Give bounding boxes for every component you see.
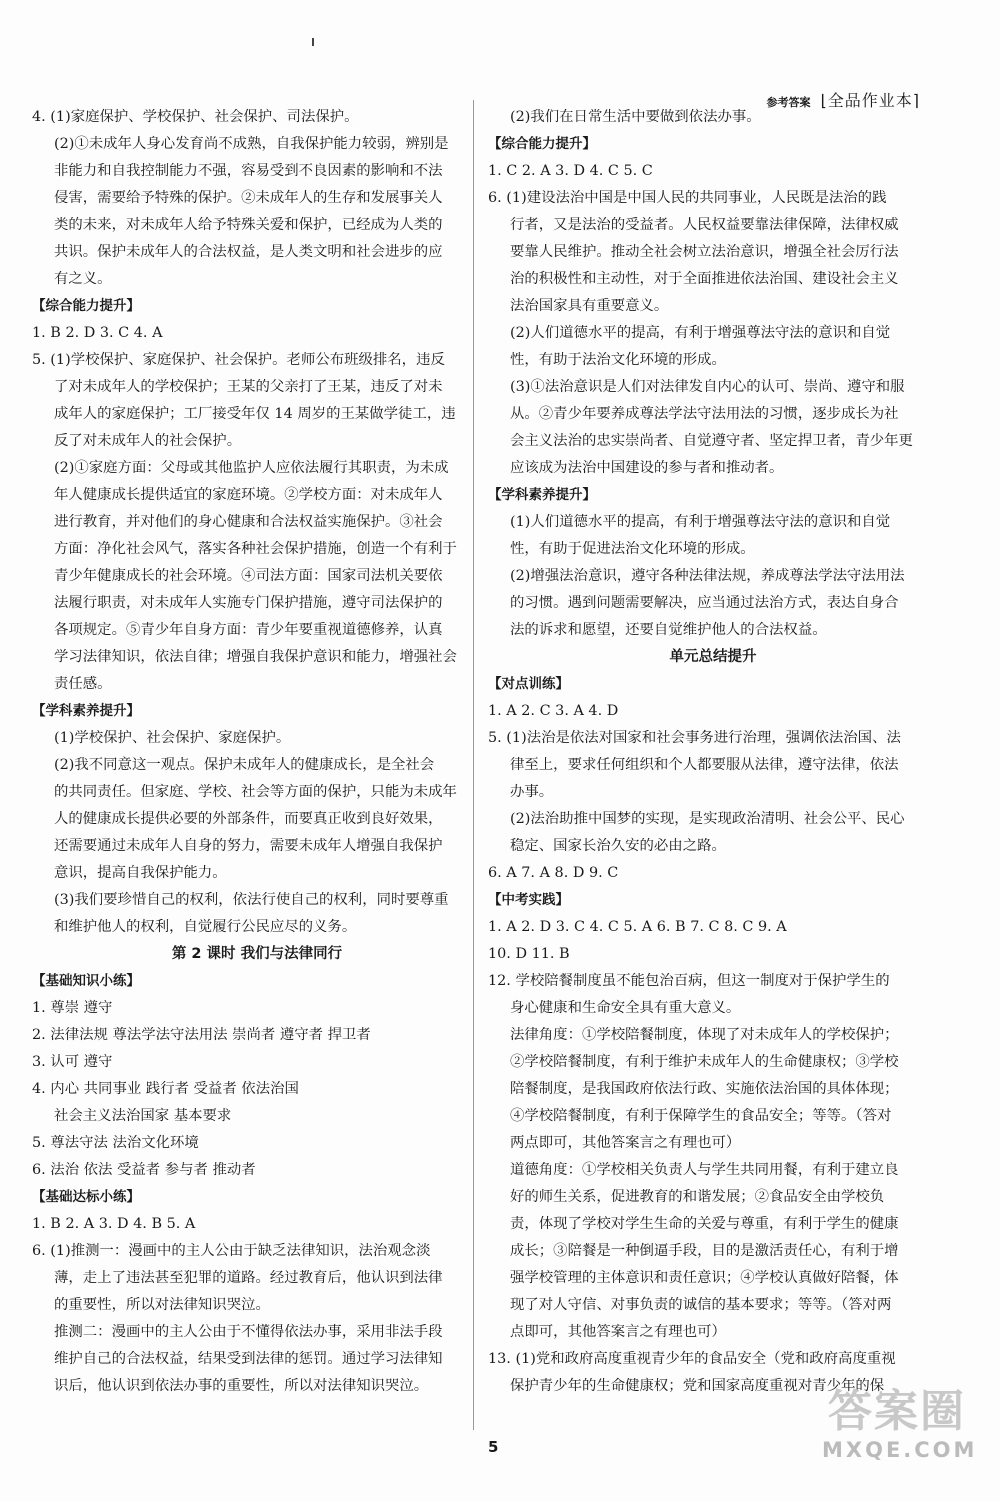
answer-line: 两点即可，其他答案言之有理也可） [510, 1135, 741, 1151]
right-column [488, 104, 938, 1400]
answer-line: 稳定、国家长治久安的必由之路。 [510, 838, 726, 854]
answer-line: 进行教育，并对他们的身心健康和合法权益实施保护。③社会 [54, 514, 443, 530]
answer-line: 成长；③陪餐是一种倒逼手段，目的是激活责任心，有利于增 [510, 1243, 899, 1259]
section-heading: 【中考实践】 [488, 892, 569, 908]
answer-line: 要靠人民维护。推动全社会树立法治意识，增强全社会厉行法 [510, 244, 899, 260]
answer-line: 强学校管理的主体意识和责任意识；④学校认真做好陪餐，体 [510, 1270, 899, 1286]
answer-line: 治的积极性和主动性，对于全面推进依法治国、建设社会主义 [510, 271, 899, 287]
answer-line: 各项规定。⑤青少年自身方面：青少年要重视道德修养，认真 [54, 622, 443, 638]
answer-line: (2)①家庭方面：父母或其他监护人应依法履行其职责，为未成 [54, 460, 449, 476]
answer-line: 和维护他人的权利，自觉履行公民应尽的义务。 [54, 919, 357, 935]
answer-line: 识后，他认识到依法办事的重要性，所以对法律知识哭泣。 [54, 1378, 429, 1394]
section-heading: 【基础达标小练】 [32, 1189, 140, 1205]
section-heading: 【基础知识小练】 [32, 973, 140, 989]
answer-line: 人的健康成长提供必要的外部条件，而要真正收到良好效果， [54, 811, 443, 827]
answer-line: 法律角度：①学校陪餐制度，体现了对未成年人的学校保护； [510, 1027, 899, 1043]
answer-line: 6. (1)建设法治中国是中国人民的共同事业，人民既是法治的践 [488, 190, 887, 206]
answer-line: (3)我们要珍惜自己的权利，依法行使自己的权利，同时要尊重 [54, 892, 449, 908]
section-heading: 【学科素养提升】 [488, 487, 596, 503]
answer-line: 2. 法律法规 尊法学法守法用法 崇尚者 遵守者 捍卫者 [32, 1027, 371, 1043]
answer-line: 学习法律知识，依法自律；增强自我保护意识和能力，增强社会 [54, 649, 457, 665]
answer-line: 1. B 2. A 3. D 4. B 5. A [32, 1216, 196, 1232]
answer-line: (1)人们道德水平的提高，有利于增强尊法守法的意识和自觉 [510, 514, 891, 530]
answer-line: (3)①法治意识是人们对法律发自内心的认可、崇尚、遵守和服 [510, 379, 905, 395]
answer-line: 办事。 [510, 784, 554, 800]
answer-line: 1. 尊崇 遵守 [32, 1000, 113, 1016]
answer-line: (2)人们道德水平的提高，有利于增强尊法守法的意识和自觉 [510, 325, 891, 341]
answer-line: 5. (1)法治是依法对国家和社会事务进行治理，强调依法治国、法 [488, 730, 901, 746]
page-number: 5 [488, 1438, 499, 1456]
column-divider [473, 100, 474, 1430]
section-heading: 【综合能力提升】 [488, 136, 596, 152]
answer-line: 12. 学校陪餐制度虽不能包治百病，但这一制度对于保护学生的 [488, 973, 890, 989]
answer-line: 非能力和自我控制能力不强，容易受到不良因素的影响和不法 [54, 163, 443, 179]
header-brand: ⌊全品作业本⌉ [820, 91, 920, 110]
answer-line: 还需要通过未成年人自身的努力，需要未成年人增强自我保护 [54, 838, 443, 854]
answer-line: 方面：净化社会风气，落实各种社会保护措施，创造一个有利于 [54, 541, 457, 557]
answer-line: 好的师生关系，促进教育的和谐发展；②食品安全由学校负 [510, 1189, 885, 1205]
answer-line: 1. B 2. D 3. C 4. A [32, 325, 163, 341]
answer-line: (2)我不同意这一观点。保护未成年人的健康成长，是全社会 [54, 757, 435, 773]
answer-line: 法的诉求和愿望，还要自觉维护他人的合法权益。 [510, 622, 827, 638]
answer-line: 1. C 2. A 3. D 4. C 5. C [488, 163, 653, 179]
answer-line: ②学校陪餐制度，有利于维护未成年人的生命健康权；③学校 [510, 1054, 899, 1070]
answer-line: 5. 尊法守法 法治文化环境 [32, 1135, 199, 1151]
answer-line: 陪餐制度，是我国政府依法行政、实施依法治国的具体体现； [510, 1081, 899, 1097]
answer-line: 有之义。 [54, 271, 112, 287]
left-column [32, 104, 482, 1400]
header-brand-text: 全品作业本 [827, 91, 913, 110]
lesson-title: 第 2 课时 我们与法律同行 [171, 946, 343, 962]
answer-line: 推测二：漫画中的主人公由于不懂得依法办事，采用非法手段 [54, 1324, 443, 1340]
answer-line: 6. (1)推测一：漫画中的主人公由于缺乏法律知识，法治观念淡 [32, 1243, 431, 1259]
answer-line: 责任感。 [54, 676, 112, 692]
answer-line: 6. 法治 依法 受益者 参与者 推动者 [32, 1162, 256, 1178]
answer-line: 维护自己的合法权益，结果受到法律的惩罚。通过学习法律知 [54, 1351, 443, 1367]
section-heading: 【综合能力提升】 [32, 298, 140, 314]
answer-line: 13. (1)党和政府高度重视青少年的食品安全（党和政府高度重视 [488, 1351, 896, 1367]
answer-line: 性，有助于促进法治文化环境的形成。 [510, 541, 755, 557]
answer-line: 责，体现了学校对学生生命的关爱与尊重，有利于学生的健康 [510, 1216, 899, 1232]
answer-line: 1. A 2. D 3. C 4. C 5. A 6. B 7. C 8. C 9. A [488, 919, 787, 935]
answer-line: 从。②青少年要养成尊法学法守法用法的习惯，逐步成长为社 [510, 406, 899, 422]
answer-line: 的重要性，所以对法律知识哭泣。 [54, 1297, 270, 1313]
header-answer-label: 参考答案 [766, 96, 811, 109]
answer-line: (2)①未成年人身心发育尚不成熟，自我保护能力较弱，辨别是 [54, 136, 449, 152]
answer-line: 意识，提高自我保护能力。 [54, 865, 227, 881]
lesson-title: 单元总结提升 [669, 649, 757, 665]
answer-line: 现了对人守信、对事负责的诚信的基本要求；等等。（答对两 [510, 1297, 892, 1313]
answer-line: 道德角度：①学校相关负责人与学生共同用餐，有利于建立良 [510, 1162, 899, 1178]
answer-line: (2)我们在日常生活中要做到依法办事。 [510, 109, 761, 125]
answer-line: 10. D 11. B [488, 946, 570, 962]
answer-line: 反了对未成年人的社会保护。 [54, 433, 242, 449]
answer-line: 3. 认可 遵守 [32, 1054, 113, 1070]
watermark-text: 答案圈 [828, 1386, 966, 1437]
answer-line: 会主义法治的忠实崇尚者、自觉遵守者、坚定捍卫者，青少年更 [510, 433, 913, 449]
watermark-url: MXQE.COM [822, 1438, 978, 1462]
answer-line: 侵害，需要给予特殊的保护。②未成年人的生存和发展事关人 [54, 190, 443, 206]
section-heading: 【对点训练】 [488, 676, 569, 692]
answer-line: 点即可，其他答案言之有理也可） [510, 1324, 726, 1340]
answer-line: 社会主义法治国家 基本要求 [54, 1108, 232, 1124]
answer-line: 成年人的家庭保护；工厂接受年仅 14 周岁的王某做学徒工，违 [54, 406, 456, 422]
scan-speck [312, 38, 314, 46]
answer-line: 性，有助于法治文化环境的形成。 [510, 352, 726, 368]
answer-line: 4. 内心 共同事业 践行者 受益者 依法治国 [32, 1081, 299, 1097]
answer-line: (1)学校保护、社会保护、家庭保护。 [54, 730, 291, 746]
answer-line: 青少年健康成长的社会环境。④司法方面：国家司法机关要依 [54, 568, 443, 584]
answer-line: (2)增强法治意识，遵守各种法律法规，养成尊法学法守法用法 [510, 568, 905, 584]
answer-line: 行者，又是法治的受益者。人民权益要靠法律保障，法律权威 [510, 217, 899, 233]
answer-line: 1. A 2. C 3. A 4. D [488, 703, 619, 719]
answer-line: 的共同责任。但家庭、学校、社会等方面的保护，只能为未成年 [54, 784, 457, 800]
answer-line: 法治国家具有重要意义。 [510, 298, 669, 314]
answer-line: 年人健康成长提供适宜的家庭环境。②学校方面：对未成年人 [54, 487, 443, 503]
answer-line: 了对未成年人的学校保护；王某的父亲打了王某，违反了对未 [54, 379, 443, 395]
watermark-logo [822, 1386, 978, 1462]
answer-line: 共识。保护未成年人的合法权益，是人类文明和社会进步的应 [54, 244, 443, 260]
answer-line: 法履行职责，对未成年人实施专门保护措施，遵守司法保护的 [54, 595, 443, 611]
answer-line: 保护青少年的生命健康权；党和国家高度重视对青少年的保 [510, 1378, 885, 1394]
answer-line: 薄，走上了违法甚至犯罪的道路。经过教育后，他认识到法律 [54, 1270, 443, 1286]
section-heading: 【学科素养提升】 [32, 703, 140, 719]
answer-line: 的习惯。遇到问题需要解决，应当通过法治方式，表达自身合 [510, 595, 899, 611]
answer-line: 5. (1)学校保护、家庭保护、社会保护。老师公布班级排名，违反 [32, 352, 445, 368]
answer-line: 律至上，要求任何组织和个人都要服从法律，遵守法律，依法 [510, 757, 899, 773]
answer-line: (2)法治助推中国梦的实现，是实现政治清明、社会公平、民心 [510, 811, 905, 827]
answer-line: 6. A 7. A 8. D 9. C [488, 865, 619, 881]
answer-line: 类的未来，对未成年人给予特殊关爱和保护，已经成为人类的 [54, 217, 443, 233]
answer-line: 应该成为法治中国建设的参与者和推动者。 [510, 460, 784, 476]
answer-line: ④学校陪餐制度，有利于保障学生的食品安全；等等。（答对 [510, 1108, 892, 1124]
answer-line: 身心健康和生命安全具有重大意义。 [510, 1000, 741, 1016]
answer-line: 4. (1)家庭保护、学校保护、社会保护、司法保护。 [32, 109, 359, 125]
